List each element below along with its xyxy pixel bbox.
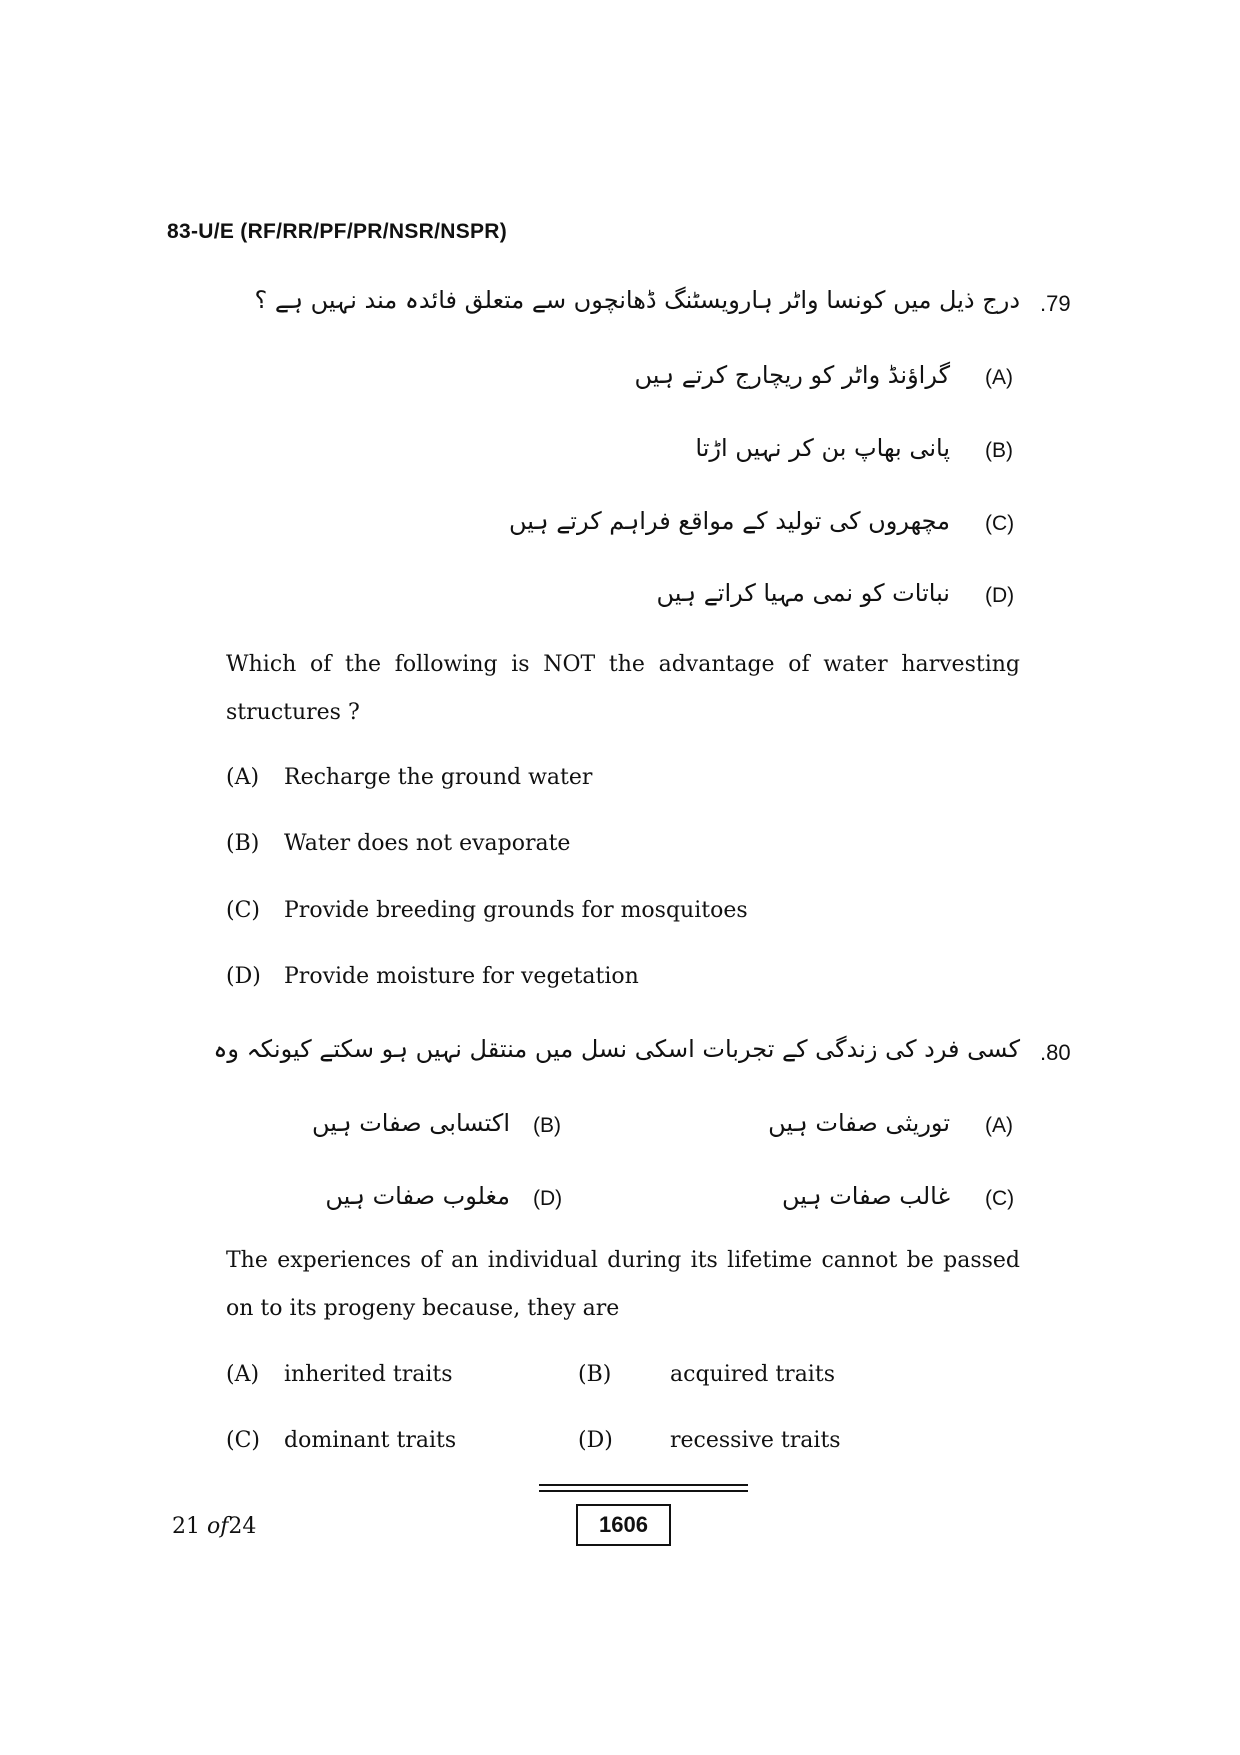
q79-english-option-a-text: Recharge the ground water bbox=[284, 765, 593, 790]
question-79-number: .79 bbox=[1040, 291, 1071, 316]
q79-urdu-option-c-letter: (C) bbox=[985, 512, 1015, 535]
q79-urdu-option-d-text: نباتات کو نمی مہیا کراتے ہیں bbox=[656, 579, 950, 607]
q80-english-option-d-text: recessive traits bbox=[670, 1428, 841, 1453]
q79-english-option-a-letter: (A) bbox=[226, 765, 260, 790]
page-current: 21 bbox=[172, 1514, 200, 1539]
page-total: 24 bbox=[228, 1514, 257, 1539]
q80-english-option-a-text: inherited traits bbox=[284, 1362, 453, 1387]
q80-urdu-option-c-text: غالب صفات ہیں bbox=[782, 1182, 950, 1210]
q79-urdu-option-b-letter: (B) bbox=[985, 439, 1013, 462]
q80-urdu-option-a-text: توریثی صفات ہیں bbox=[768, 1109, 950, 1137]
q80-urdu-option-b-letter: (B) bbox=[533, 1114, 561, 1137]
q79-urdu-option-c-text: مچھروں کی تولید کے مواقع فراہم کرتے ہیں bbox=[509, 507, 950, 535]
q80-english-option-a-letter: (A) bbox=[226, 1362, 260, 1387]
end-double-rule-top bbox=[539, 1484, 748, 1486]
question-79-english-text: Which of the following is NOT the advantage of water harvesting structures ? bbox=[226, 652, 1020, 725]
q79-english-option-b-text: Water does not evaporate bbox=[284, 831, 571, 856]
q80-english-option-d-letter: (D) bbox=[578, 1428, 613, 1453]
q79-english-option-d-letter: (D) bbox=[226, 964, 261, 989]
q80-urdu-option-c-letter: (C) bbox=[985, 1187, 1015, 1210]
q80-english-option-b-text: acquired traits bbox=[670, 1362, 835, 1387]
question-80-number: .80 bbox=[1040, 1040, 1071, 1065]
page-of: of bbox=[207, 1514, 229, 1539]
q80-urdu-option-a-letter: (A) bbox=[985, 1114, 1013, 1137]
q79-urdu-option-a-letter: (A) bbox=[985, 366, 1013, 389]
q79-urdu-option-d-letter: (D) bbox=[985, 584, 1015, 607]
end-double-rule-bottom bbox=[539, 1490, 748, 1492]
q79-english-option-c-letter: (C) bbox=[226, 898, 260, 923]
question-80-english-text: The experiences of an individual during its lifetime cannot be passed on to its progeny because, they are bbox=[226, 1248, 1020, 1321]
question-80-urdu-text: کسی فرد کی زندگی کے تجربات اسکی نسل میں منتقل نہیں ہو سکتے کیونکہ وہ bbox=[213, 1035, 1020, 1063]
q79-english-option-b-letter: (B) bbox=[226, 831, 260, 856]
q80-urdu-option-d-text: مغلوب صفات ہیں bbox=[325, 1182, 510, 1210]
q80-urdu-option-b-text: اکتسابی صفات ہیں bbox=[312, 1109, 510, 1137]
q79-english-option-d-text: Provide moisture for vegetation bbox=[284, 964, 639, 989]
q79-urdu-option-b-text: پانی بھاپ بن کر نہیں اڑتا bbox=[695, 434, 950, 462]
paper-code-header: 83-U/E (RF/RR/PF/PR/NSR/NSPR) bbox=[167, 220, 508, 243]
paper-code-box: 1606 bbox=[576, 1504, 671, 1546]
q80-english-option-b-letter: (B) bbox=[578, 1362, 612, 1387]
question-79-urdu-text: درج ذیل میں کونسا واٹر ہارویسٹنگ ڈھانچوں سے متعلق فائدہ مند نہیں ہے ؟ bbox=[254, 286, 1020, 314]
q79-urdu-option-a-text: گراؤنڈ واٹر کو ریچارج کرتے ہیں bbox=[634, 361, 950, 389]
page-number bbox=[172, 1514, 256, 1539]
q80-english-option-c-letter: (C) bbox=[226, 1428, 260, 1453]
q80-urdu-option-d-letter: (D) bbox=[533, 1187, 563, 1210]
q80-english-option-c-text: dominant traits bbox=[284, 1428, 457, 1453]
q79-english-option-c-text: Provide breeding grounds for mosquitoes bbox=[284, 898, 748, 923]
